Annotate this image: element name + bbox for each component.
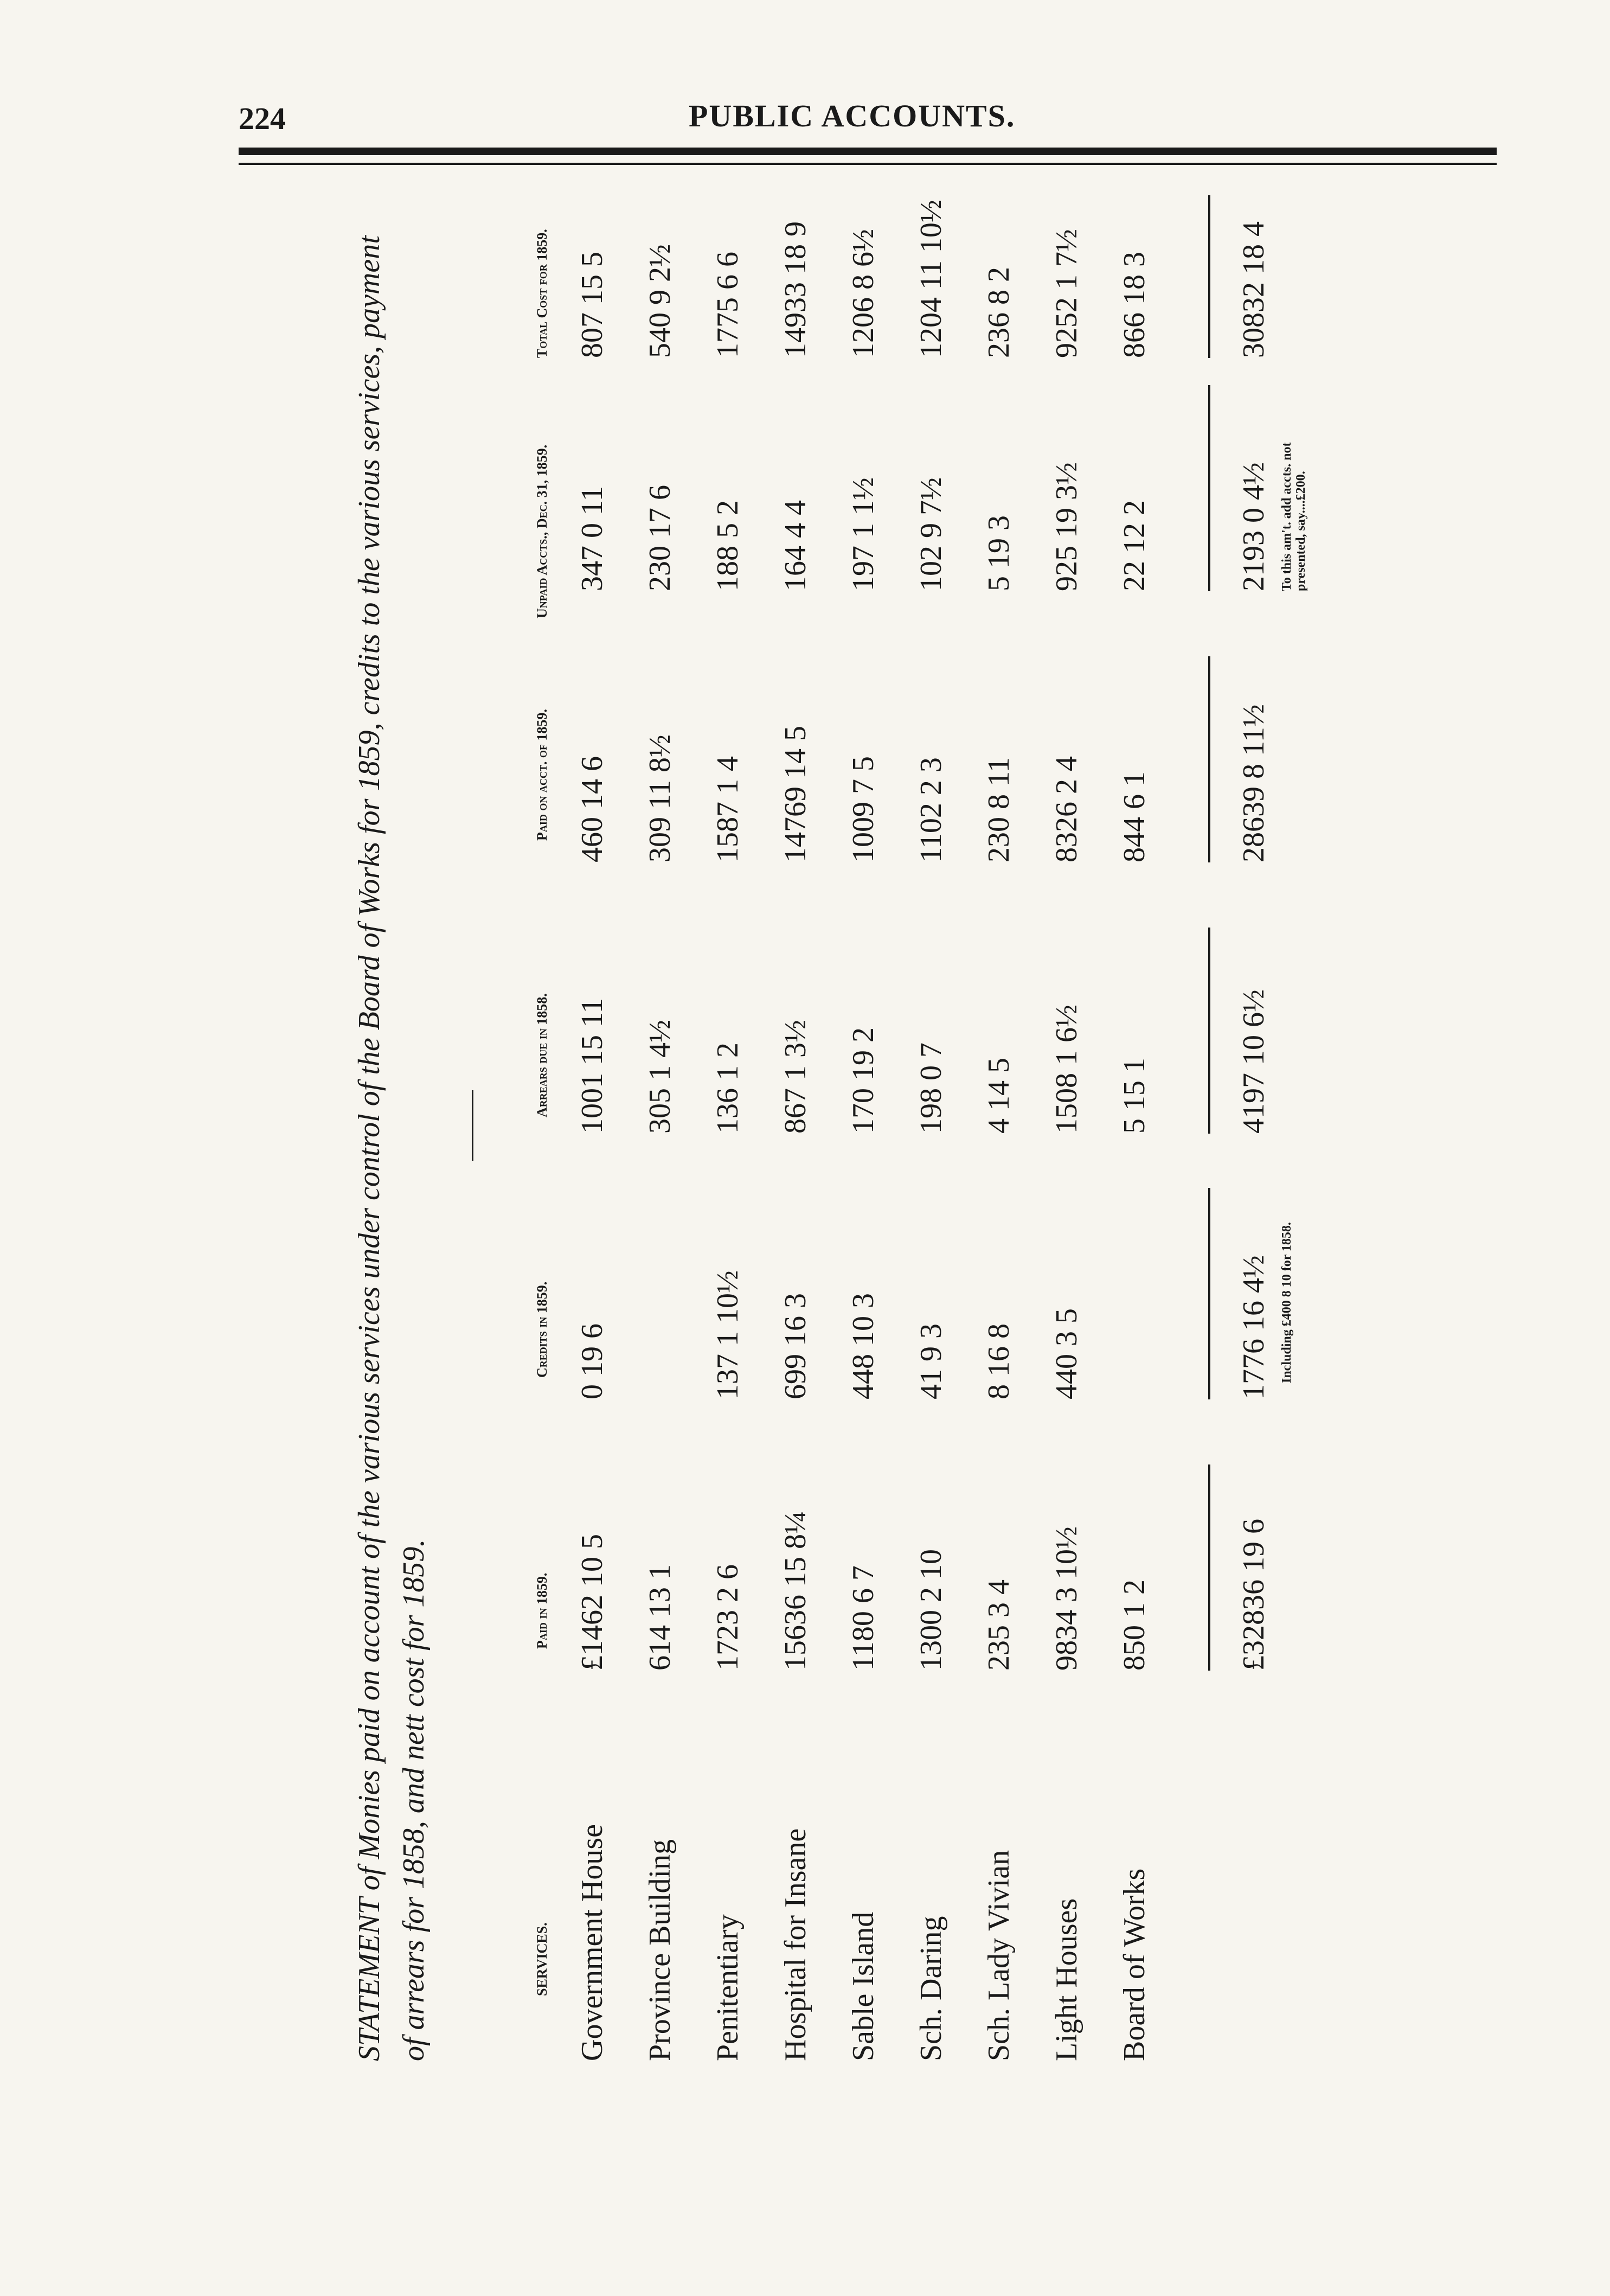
sum-rule (1208, 928, 1210, 1134)
service-name: Sable Island (846, 1911, 880, 2061)
service-name: Penitentiary (711, 1914, 745, 2061)
service-name: Sch. Lady Vivian (982, 1850, 1016, 2061)
paid-acct-value: 309 11 8½ (643, 734, 677, 862)
unpaid-value: 102 9 7½ (914, 477, 948, 591)
col-head-paid-acct: Paid on acct. of 1859. (534, 709, 550, 841)
arrears-value: 170 19 2 (846, 1027, 880, 1134)
service-name: Hospital for Insane (779, 1828, 812, 2061)
sum-rule (1208, 656, 1210, 862)
total-value: 1775 6 6 (711, 252, 745, 358)
arrears-value: 198 0 7 (914, 1043, 948, 1134)
col-head-total: Total Cost for 1859. (534, 229, 550, 358)
paid-value: 1180 6 7 (846, 1565, 880, 1671)
col-head-credits: Credits in 1859. (534, 1281, 550, 1378)
table-row (846, 184, 900, 2083)
paid-value: £1462 10 5 (575, 1534, 609, 1671)
table-row (914, 184, 968, 2083)
col-head-unpaid: Unpaid Accts., Dec. 31, 1859. (534, 444, 550, 618)
paid-acct-value: 14769 14 5 (779, 726, 812, 862)
service-name: Province Building (643, 1839, 677, 2061)
arrears-value: 305 1 4½ (643, 1020, 677, 1134)
sum-rule (1208, 1464, 1210, 1671)
paid-acct-value: 230 8 11 (982, 757, 1016, 862)
unpaid-note: To this am't. add accts. not presented, say....£200. (1280, 442, 1308, 591)
table-row (710, 184, 765, 2083)
paid-value: 235 3 4 (982, 1579, 1016, 1671)
table-row (643, 184, 697, 2083)
arrears-value: 867 1 3½ (779, 1020, 812, 1134)
title-rule (472, 1090, 473, 1161)
table-row (982, 184, 1036, 2083)
unpaid-value: 230 17 6 (643, 485, 677, 591)
paid-value: 850 1 2 (1118, 1579, 1151, 1671)
unpaid-value: 188 5 2 (711, 500, 745, 591)
table-row (1049, 184, 1104, 2083)
header-rule-thin (239, 163, 1497, 165)
paid-value: 1723 2 6 (711, 1564, 745, 1671)
credits-note: Including £400 8 10 for 1858. (1280, 1222, 1294, 1383)
arrears-value: 1508 1 6½ (1050, 1005, 1083, 1134)
col-head-services: SERVICES. (534, 1922, 550, 1996)
credits-value: 0 19 6 (575, 1323, 609, 1399)
total-value: 866 18 3 (1118, 252, 1151, 358)
table-title: STATEMENT of Monies paid on account of the various services under control of the Board of Works for 1859, credits to the various services, payment of arrears for 1858, and nett cost for 1859. (352, 235, 431, 2061)
paid-acct-value: 460 14 6 (575, 756, 609, 862)
credits-value: 137 1 10½ (711, 1270, 745, 1399)
paid-acct-value: 844 6 1 (1118, 771, 1151, 862)
credits-value: 440 3 5 (1050, 1308, 1083, 1399)
unpaid-value: 164 4 4 (779, 500, 812, 591)
table-row (1117, 184, 1171, 2083)
col-head-paid: Paid in 1859. (534, 1572, 550, 1649)
total-unpaid: 2193 0 4½ (1237, 462, 1271, 591)
col-head-arrears: Arrears due in 1858. (534, 993, 550, 1117)
total-value: 9252 1 7½ (1050, 229, 1083, 358)
service-name: Light Houses (1050, 1898, 1083, 2061)
total-value: 1206 8 6½ (846, 229, 880, 358)
rotated-table (347, 184, 1356, 2083)
paid-value: 614 13 1 (643, 1564, 677, 1671)
total-value: 807 15 5 (575, 252, 609, 358)
header-rule-thick (239, 148, 1497, 155)
table-row (778, 184, 832, 2083)
total-value: 1204 11 10½ (914, 200, 948, 358)
arrears-value: 4 14 5 (982, 1058, 1016, 1134)
credits-value: 8 16 8 (982, 1323, 1016, 1399)
paid-acct-value: 8326 2 4 (1050, 756, 1083, 862)
credits-value: 699 16 3 (779, 1293, 812, 1399)
sum-rule (1208, 1188, 1210, 1399)
total-arrears: 4197 10 6½ (1237, 989, 1271, 1134)
table-row (575, 184, 629, 2083)
unpaid-value: 5 19 3 (982, 515, 1016, 591)
total-paid-acct: 28639 8 11½ (1237, 704, 1271, 862)
credits-value: 41 9 3 (914, 1323, 948, 1399)
paid-value: 9834 3 10½ (1050, 1526, 1083, 1671)
unpaid-value: 22 12 2 (1118, 500, 1151, 591)
total-credits: 1776 16 4½ (1237, 1255, 1271, 1399)
arrears-value: 136 1 2 (711, 1043, 745, 1134)
service-name: Sch. Daring (914, 1916, 948, 2061)
paid-acct-value: 1009 7 5 (846, 756, 880, 862)
unpaid-value: 347 0 11 (575, 486, 609, 591)
total-paid: £32836 19 6 (1237, 1519, 1271, 1671)
paid-value: 1300 2 10 (914, 1549, 948, 1671)
total-value: 14933 18 9 (779, 221, 812, 358)
sum-rule (1208, 195, 1210, 358)
total-value: 540 9 2½ (643, 244, 677, 358)
total-value: 236 8 2 (982, 267, 1016, 358)
paid-acct-value: 1587 1 4 (711, 756, 745, 862)
paid-acct-value: 1102 2 3 (914, 757, 948, 862)
unpaid-value: 925 19 3½ (1050, 462, 1083, 591)
credits-value: 448 10 3 (846, 1293, 880, 1399)
page-number: 224 (239, 101, 286, 136)
unpaid-value: 197 1 1½ (846, 477, 880, 591)
service-name: Board of Works (1118, 1868, 1151, 2061)
paid-value: 15636 15 8¼ (779, 1511, 812, 1671)
service-name: Government House (575, 1824, 609, 2061)
arrears-value: 1001 15 11 (575, 998, 609, 1134)
sum-rule (1208, 385, 1210, 591)
arrears-value: 5 15 1 (1118, 1058, 1151, 1134)
running-head: PUBLIC ACCOUNTS. (689, 98, 1016, 133)
grand-total: 30832 18 4 (1237, 221, 1271, 358)
